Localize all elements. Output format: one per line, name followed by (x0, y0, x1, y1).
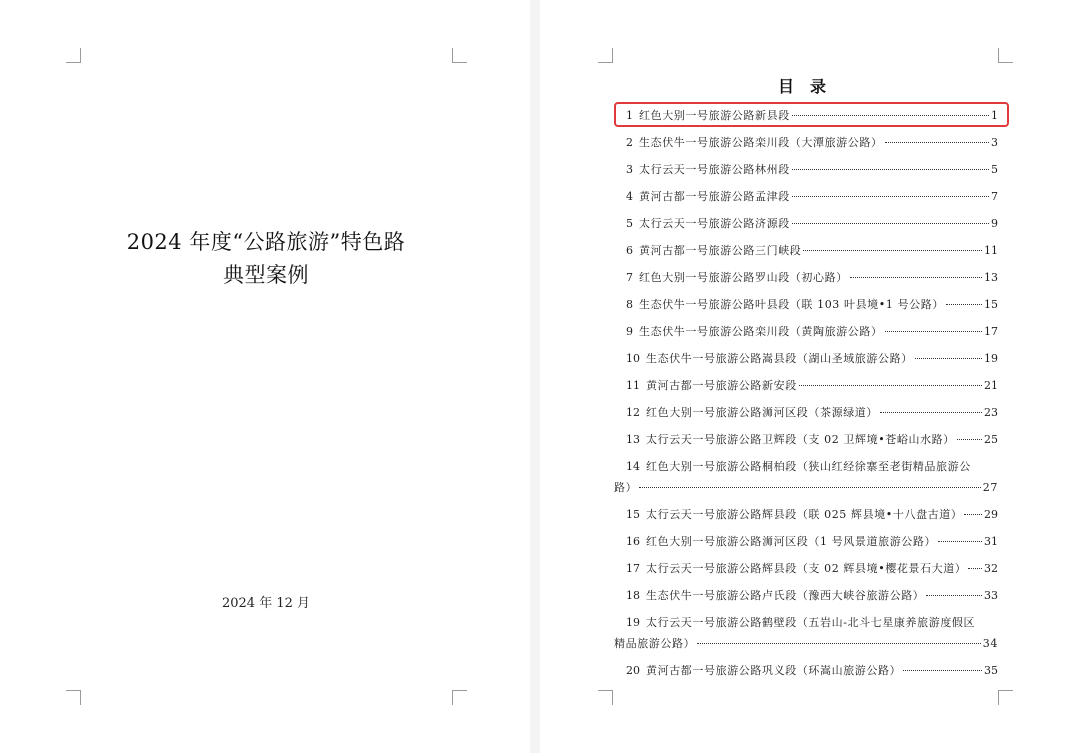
toc-leader-dots (792, 169, 989, 170)
toc-entry[interactable] (626, 378, 998, 394)
toc-entry-page: 34 (982, 637, 998, 650)
toc-entry-number: 16 (626, 535, 640, 548)
toc-entry-page: 25 (984, 433, 998, 446)
toc-entry-number: 4 (626, 190, 633, 203)
toc-entry-number: 9 (626, 325, 633, 338)
toc-entry-page: 13 (984, 271, 998, 284)
crop-mark-top-left (66, 48, 81, 63)
toc-entry-title: 太行云天一号旅游公路辉县段（支 02 辉县境•樱花景石大道） (646, 562, 967, 575)
toc-entry-number: 5 (626, 217, 633, 230)
toc-leader-dots (697, 643, 981, 644)
toc-entry-page: 35 (984, 664, 998, 677)
toc-entry-page: 32 (984, 562, 998, 575)
toc-entry[interactable] (626, 297, 998, 313)
toc-entry-title: 黄河古都一号旅游公路巩义段（环嵩山旅游公路） (646, 664, 902, 677)
toc-entry[interactable] (626, 243, 998, 259)
toc-entry-page: 9 (991, 217, 998, 230)
document-title (60, 226, 472, 292)
title-line-1: 2024 年度“公路旅游”特色路 (126, 230, 406, 254)
toc-entry[interactable] (626, 588, 998, 604)
toc-entry[interactable] (626, 534, 998, 550)
toc-entry[interactable] (626, 405, 998, 421)
toc-entry[interactable] (626, 561, 998, 577)
crop-mark-top-left (598, 48, 613, 63)
toc-leader-dots (885, 331, 982, 332)
toc-entry-page: 1 (991, 109, 998, 122)
toc-entry-page: 21 (984, 379, 998, 392)
toc-leader-dots (792, 115, 989, 116)
toc-entry-page: 33 (984, 589, 998, 602)
toc-entry-number: 11 (626, 379, 640, 392)
toc-entry-number: 19 (626, 616, 640, 629)
toc-entry-number: 15 (626, 508, 640, 521)
toc-leader-dots (915, 358, 982, 359)
toc-entry-title: 红色大别一号旅游公路新县段 (639, 109, 790, 122)
crop-mark-bottom-left (66, 690, 81, 705)
left-page (0, 0, 530, 753)
toc-leader-dots (880, 412, 982, 413)
toc-entry-number: 14 (626, 460, 640, 473)
toc-leader-dots (792, 223, 989, 224)
toc-entry-title: 红色大别一号旅游公路桐柏段（狭山红经徐寨至老街精品旅游公 (646, 460, 971, 473)
crop-mark-top-right (998, 48, 1013, 63)
toc-entry[interactable] (626, 135, 998, 151)
toc-entry-title: 太行云天一号旅游公路卫辉段（支 02 卫辉境•苍峪山水路） (646, 433, 955, 446)
toc-entry-page: 15 (984, 298, 998, 311)
toc-leader-dots (885, 142, 989, 143)
crop-mark-top-right (452, 48, 467, 63)
toc-entry-title: 太行云天一号旅游公路辉县段（联 025 辉县境•十八盘古道） (646, 508, 963, 521)
toc-entry-page: 29 (984, 508, 998, 521)
toc-entry[interactable] (626, 162, 998, 178)
toc-entry-title: 生态伏牛一号旅游公路卢氏段（豫西大峡谷旅游公路） (646, 589, 925, 602)
toc-entry[interactable] (626, 270, 998, 286)
toc-entry-title: 太行云天一号旅游公路济源段 (639, 217, 790, 230)
toc-entry[interactable] (626, 108, 998, 124)
toc-entry-number: 6 (626, 244, 633, 257)
toc-entry-title: 生态伏牛一号旅游公路嵩县段（湖山圣域旅游公路） (646, 352, 913, 365)
toc-leader-dots (946, 304, 982, 305)
toc-entry-number: 20 (626, 664, 640, 677)
toc-entry-page: 19 (984, 352, 998, 365)
crop-mark-bottom-left (598, 690, 613, 705)
toc-entry[interactable] (626, 189, 998, 205)
toc-leader-dots (903, 670, 982, 671)
toc-leader-dots (957, 439, 982, 440)
toc-leader-dots (803, 250, 982, 251)
toc-leader-dots (926, 595, 982, 596)
toc-entry-number: 17 (626, 562, 640, 575)
toc-entry-title-continued: 路） (614, 481, 638, 494)
toc-entry-title: 红色大别一号旅游公路浉河区段（1 号风景道旅游公路） (646, 535, 937, 548)
toc-entry[interactable] (626, 615, 998, 631)
toc-entry-page: 17 (984, 325, 998, 338)
toc-entry-number: 1 (626, 109, 633, 122)
toc-entry[interactable] (626, 432, 998, 448)
toc-entry-page: 23 (984, 406, 998, 419)
title-line-2: 典型案例 (223, 263, 309, 287)
toc-entry-number: 8 (626, 298, 633, 311)
toc-entry-continuation[interactable] (614, 480, 998, 496)
toc-entry-page: 5 (991, 163, 998, 176)
toc-entry-title: 太行云天一号旅游公路鹤壁段（五岩山-北斗七星康养旅游度假区 (646, 616, 976, 629)
toc-entry[interactable] (626, 663, 998, 679)
toc-entry-title: 黄河古都一号旅游公路新安段 (646, 379, 797, 392)
toc-leader-dots (968, 568, 982, 569)
toc-entry-number: 3 (626, 163, 633, 176)
toc-entry-title: 黄河古都一号旅游公路孟津段 (639, 190, 790, 203)
document-date: 2024 年 12 月 (221, 596, 311, 611)
toc-entry-title: 生态伏牛一号旅游公路栾川段（大潭旅游公路） (639, 136, 883, 149)
toc-entry-number: 2 (626, 136, 633, 149)
crop-mark-bottom-right (998, 690, 1013, 705)
toc-entry-number: 18 (626, 589, 640, 602)
toc-leader-dots (964, 514, 982, 515)
toc-entry[interactable] (626, 216, 998, 232)
toc-entry[interactable] (626, 459, 998, 475)
toc-entry[interactable] (626, 351, 998, 367)
toc-entry-number: 10 (626, 352, 640, 365)
toc-heading: 目录 (777, 77, 842, 96)
toc-entry-title: 太行云天一号旅游公路林州段 (639, 163, 790, 176)
toc-leader-dots (850, 277, 982, 278)
toc-entry-page: 7 (991, 190, 998, 203)
toc-entry-title: 红色大别一号旅游公路罗山段（初心路） (639, 271, 848, 284)
toc-entry-title: 红色大别一号旅游公路浉河区段（茶源绿道） (646, 406, 878, 419)
toc-entry-title: 生态伏牛一号旅游公路叶县段（联 103 叶县境•1 号公路） (639, 298, 944, 311)
toc-entry-page: 27 (982, 481, 998, 494)
toc-entry-page: 3 (991, 136, 998, 149)
crop-mark-bottom-right (452, 690, 467, 705)
toc-entry-number: 12 (626, 406, 640, 419)
toc-leader-dots (938, 541, 982, 542)
toc-entry[interactable] (626, 324, 998, 340)
toc-entry-number: 13 (626, 433, 640, 446)
toc-entry-continuation[interactable] (614, 636, 998, 652)
toc-entry-title: 黄河古都一号旅游公路三门峡段 (639, 244, 802, 257)
toc-entry-title-continued: 精品旅游公路） (614, 637, 696, 650)
toc-entry-page: 31 (984, 535, 998, 548)
toc-entry-number: 7 (626, 271, 633, 284)
toc-leader-dots (639, 487, 981, 488)
toc-entry-title: 生态伏牛一号旅游公路栾川段（黄陶旅游公路） (639, 325, 883, 338)
toc-leader-dots (799, 385, 982, 386)
toc-entry[interactable] (626, 507, 998, 523)
page-gutter (530, 0, 540, 753)
toc-entry-page: 11 (984, 244, 998, 257)
toc-leader-dots (792, 196, 989, 197)
